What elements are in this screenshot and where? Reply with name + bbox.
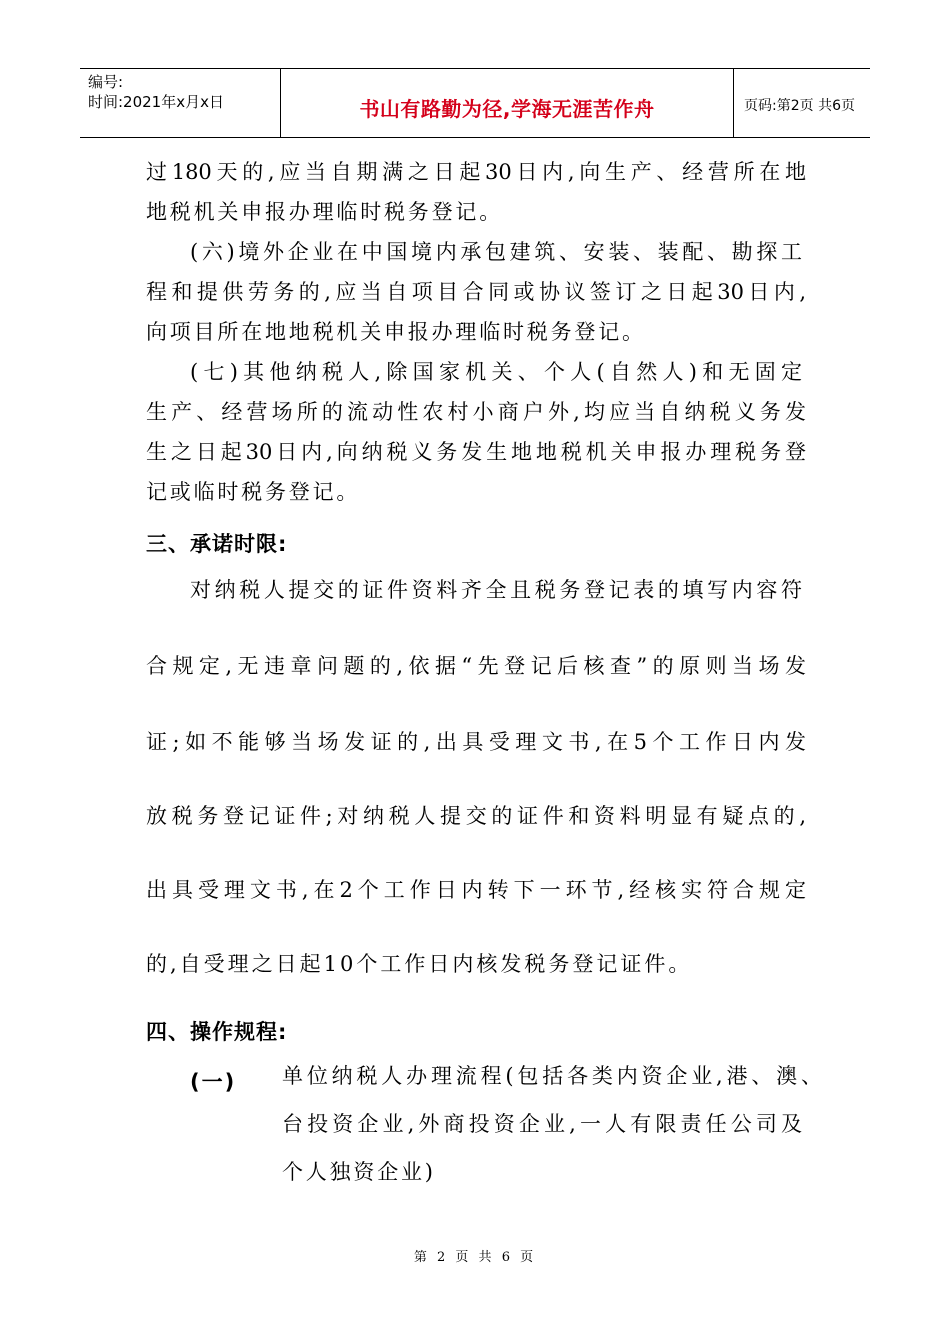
body-line: 向项目所在地地税机关申报办理临时税务登记。 — [146, 320, 646, 344]
section-3-heading: 三、承诺时限: — [146, 532, 288, 556]
body-line: 生产、经营场所的流动性农村小商户外,均应当自纳税义务发 — [146, 400, 806, 424]
body-line: 程和提供劳务的,应当自项目合同或协议签订之日起30日内, — [146, 280, 806, 304]
section-3-line: 对纳税人提交的证件资料齐全且税务登记表的填写内容符 — [190, 578, 802, 602]
body-line: 过180天的,应当自期满之日起30日内,向生产、经营所在地 — [146, 160, 806, 184]
section-3-line: 放税务登记证件;对纳税人提交的证件和资料明显有疑点的, — [146, 804, 806, 828]
item-1-number: (一) — [190, 1070, 237, 1094]
item-1-line: 单位纳税人办理流程(包括各类内资企业,港、澳、 — [282, 1064, 822, 1088]
header-motto: 书山有路勤为径,学海无涯苦作舟 — [359, 97, 655, 121]
page-header — [80, 68, 870, 138]
section-3-line: 合规定,无违章问题的,依据“先登记后核查”的原则当场发 — [146, 654, 806, 678]
header-meta-cell — [80, 69, 281, 137]
body-line: 地税机关申报办理临时税务登记。 — [146, 200, 503, 224]
document-number-label: 编号: — [88, 73, 124, 91]
section-3-line: 的,自受理之日起10个工作日内核发税务登记证件。 — [146, 952, 693, 976]
document-time-label: 时间:2021年x月x日 — [88, 93, 224, 111]
section-4-heading: 四、操作规程: — [146, 1020, 288, 1044]
item-1-line: 台投资企业,外商投资企业,一人有限责任公司及 — [282, 1112, 802, 1136]
header-motto-cell — [281, 69, 734, 137]
header-page-cell — [734, 69, 870, 137]
item-1-line: 个人独资企业) — [282, 1160, 436, 1184]
body-line: (七)其他纳税人,除国家机关、个人(自然人)和无固定 — [190, 360, 802, 384]
header-page-number: 页码:第2页 共6页 — [744, 98, 855, 114]
body-line: (六)境外企业在中国境内承包建筑、安装、装配、勘探工 — [190, 240, 802, 264]
body-line: 生之日起30日内,向纳税义务发生地地税机关申报办理税务登 — [146, 440, 806, 464]
body-line: 记或临时税务登记。 — [146, 480, 361, 504]
section-3-line: 证;如不能够当场发证的,出具受理文书,在5个工作日内发 — [146, 730, 806, 754]
page-footer: 第 2 页 共 6 页 — [413, 1250, 537, 1265]
section-3-line: 出具受理文书,在2个工作日内转下一环节,经核实符合规定 — [146, 878, 806, 902]
